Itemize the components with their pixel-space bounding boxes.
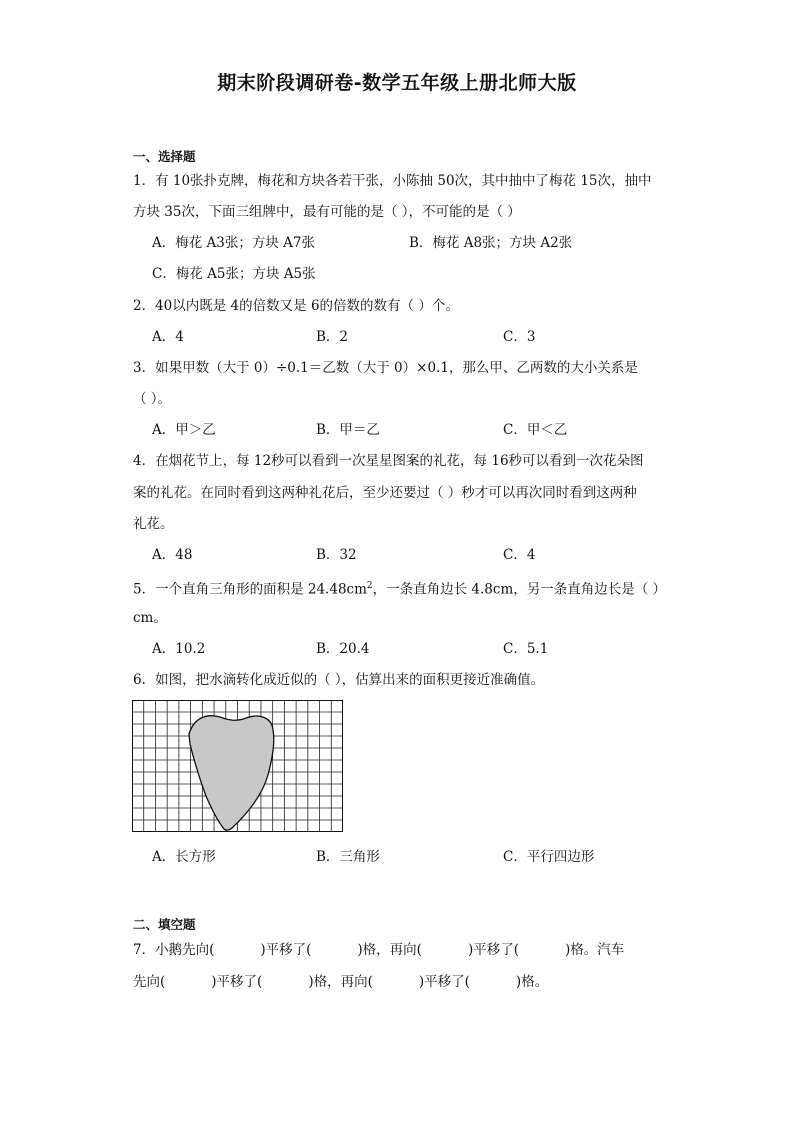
q7-text-2: )平移了( xyxy=(260,942,312,958)
question-5-option-b: B．20.4 xyxy=(316,641,370,657)
question-6-option-a: A．长方形 xyxy=(152,849,216,865)
question-3-option-b: B．甲＝乙 xyxy=(316,422,380,438)
square-superscript: 2 xyxy=(366,581,373,591)
q7-text-4: )平移了( xyxy=(467,942,519,958)
question-2-line-1: 2．40以内既是 4的倍数又是 6的倍数的数有（ ）个。 xyxy=(133,298,459,314)
question-6-line-1: 6．如图，把水滴转化成近似的（ ），估算出来的面积更接近准确值。 xyxy=(133,672,545,688)
question-1-option-b: B．梅花 A8张；方块 A2张 xyxy=(409,235,573,251)
question-7-line-2 xyxy=(133,972,548,992)
question-4-option-a: A．48 xyxy=(152,547,193,563)
question-4-option-b: B．32 xyxy=(316,547,357,563)
question-1-line-2: 方块 35次，下面三组牌中，最有可能的是（ ），不可能的是（ ） xyxy=(133,204,521,220)
q7-text-9: )平移了( xyxy=(418,974,470,990)
q7-text-1: 7．小鹅先向( xyxy=(133,942,215,958)
q7-text-6: 先向( xyxy=(133,974,166,990)
question-5-text-post: ，一条直角边长 4.8cm，另一条直角边长是（ ） xyxy=(372,581,667,598)
question-5-option-c: C．5.1 xyxy=(503,641,549,657)
question-2-option-b: B．2 xyxy=(316,329,349,345)
question-3-line-1: 3．如果甲数（大于 0）÷0.1＝乙数（大于 0）×0.1，那么甲、乙两数的大小关系是 xyxy=(133,360,638,376)
q7-text-7: )平移了( xyxy=(211,974,263,990)
question-6-option-c: C．平行四边形 xyxy=(503,849,595,865)
water-drop-grid-figure xyxy=(132,700,344,833)
question-2-option-a: A．4 xyxy=(152,329,184,345)
q7-text-3: )格，再向( xyxy=(357,942,422,958)
question-1-line-1: 1．有 10张扑克牌，梅花和方块各若干张，小陈抽 50次，其中抽中了梅花 15次，抽中 xyxy=(133,173,652,189)
question-5-text-pre: 5．一个直角三角形的面积是 24.48cm xyxy=(133,581,367,598)
q7-text-10: )格。 xyxy=(515,974,549,990)
section-heading-fill: 二、填空题 xyxy=(133,917,196,932)
q7-text-5: )格。汽车 xyxy=(565,942,625,958)
section-heading-choice: 一、选择题 xyxy=(133,149,196,164)
question-3-option-a: A．甲＞乙 xyxy=(152,422,216,438)
page-title: 期末阶段调研卷-数学五年级上册北师大版 xyxy=(217,72,577,94)
question-2-option-c: C．3 xyxy=(503,329,536,345)
question-3-line-2: （ ）。 xyxy=(133,391,172,407)
question-4-line-3: 礼花。 xyxy=(133,516,174,532)
question-1-option-c: C．梅花 A5张；方块 A5张 xyxy=(152,266,316,282)
question-6-option-b: B．三角形 xyxy=(316,849,380,865)
q7-text-8: )格，再向( xyxy=(308,974,373,990)
question-1-option-a: A．梅花 A3张；方块 A7张 xyxy=(152,235,316,251)
question-7-line-1 xyxy=(133,940,624,960)
question-4-line-1: 4．在烟花节上，每 12秒可以看到一次星星图案的礼花，每 16秒可以看到一次花朵图 xyxy=(133,453,644,469)
question-5-line-1 xyxy=(133,576,666,600)
question-4-line-2: 案的礼花。在同时看到这两种礼花后，至少还要过（ ）秒才可以再次同时看到这两种 xyxy=(133,485,637,501)
question-5-option-a: A．10.2 xyxy=(152,641,206,657)
question-4-option-c: C．4 xyxy=(503,547,536,563)
question-5-line-2: cm。 xyxy=(133,610,167,626)
question-3-option-c: C．甲＜乙 xyxy=(503,422,568,438)
